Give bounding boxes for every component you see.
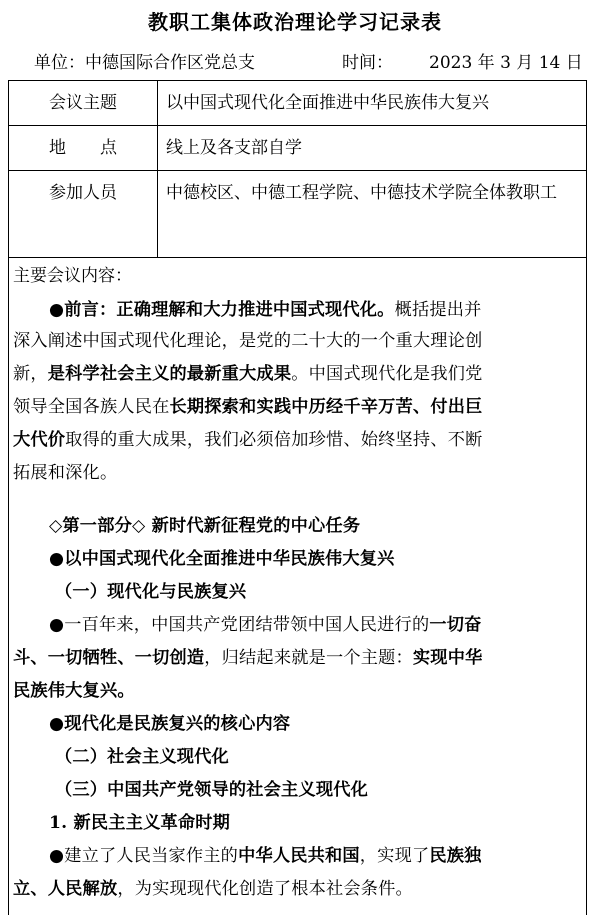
bold-text: 实现中华	[412, 648, 483, 668]
content-line	[55, 742, 229, 767]
meeting-content	[8, 255, 587, 915]
body-text: 领导全国各族人民在	[13, 397, 170, 417]
info-label: 地 点	[9, 126, 158, 171]
body-text: 取得的重大成果，我们必须倍加珍惜、始终坚持、不断	[65, 430, 483, 450]
content-line	[13, 326, 482, 351]
meeting-time	[342, 48, 583, 73]
body-text: 。中国式现代化是我们党	[291, 364, 483, 384]
content-line	[49, 511, 360, 536]
body-text: 深入阐述中国式现代化理论，是党的二十大的一个重大理论创	[13, 331, 483, 351]
body-text: ●一百年来，中国共产党团结带领中国人民进行的	[49, 615, 430, 635]
body-text: ，归结起来就是一个主题：	[204, 648, 413, 668]
body-text: 拓展和深化。	[13, 463, 118, 483]
body-text: ，实现了	[359, 846, 430, 866]
body-text: 概括提出并	[394, 300, 482, 320]
bold-text: （三）中国共产党领导的社会主义现代化	[55, 780, 368, 800]
page-title: 教职工集体政治理论学习记录表	[148, 10, 442, 34]
unit-label: 单位：中德国际合作区党总支	[34, 53, 255, 73]
bold-text: ●前言：正确理解和大力推进中国式现代化。	[49, 300, 395, 320]
content-line	[13, 392, 482, 417]
bold-text: 民族伟大复兴。	[13, 681, 135, 701]
info-value: 以中国式现代化全面推进中华民族伟大复兴	[158, 81, 587, 126]
info-label: 参加人员	[9, 171, 158, 258]
content-line	[13, 874, 413, 899]
bold-text: ◇第一部分◇ 新时代新征程党的中心任务	[49, 516, 361, 536]
content-line	[13, 359, 482, 384]
content-line	[49, 709, 290, 734]
info-table	[8, 80, 587, 258]
info-value: 中德校区、中德工程学院、中德技术学院全体教职工	[158, 171, 587, 258]
bold-text: 一切奋	[429, 615, 482, 635]
content-line	[55, 775, 368, 800]
content-line	[13, 643, 482, 668]
bold-text: 立、人民解放	[13, 879, 118, 899]
body-text: ●建立了人民当家作主的	[49, 846, 239, 866]
bold-text: （二）社会主义现代化	[55, 747, 229, 767]
info-label: 会议主题	[9, 81, 158, 126]
body-text: ，为实现现代化创造了根本社会条件。	[117, 879, 413, 899]
bold-text: 民族独	[429, 846, 482, 866]
content-line	[49, 808, 230, 833]
bold-text: 大代价	[13, 430, 66, 450]
info-row-participants	[9, 171, 587, 258]
content-line	[49, 544, 395, 569]
info-value: 线上及各支部自学	[158, 126, 587, 171]
content-line	[13, 458, 117, 483]
bold-text: ●以中国式现代化全面推进中华民族伟大复兴	[49, 549, 395, 569]
bold-text: ●现代化是民族复兴的核心内容	[49, 714, 291, 734]
content-line	[13, 676, 135, 701]
meeting-date: 2023 年 3 月 14 日	[429, 53, 583, 73]
bold-text: 1. 新民主主义革命时期	[49, 813, 231, 833]
body-text: 新，	[13, 364, 48, 384]
bold-text: 斗、一切牺牲、一切创造	[13, 648, 205, 668]
bold-text: 长期探索和实践中历经千辛万苦、付出巨	[169, 397, 483, 417]
content-line	[13, 425, 482, 450]
bold-text: （一）现代化与民族复兴	[55, 582, 247, 602]
content-line	[55, 577, 246, 602]
bold-text: 中华人民共和国	[238, 846, 360, 866]
content-line	[49, 295, 482, 320]
bold-text: 是科学社会主义的最新重大成果	[47, 364, 292, 384]
time-label: 时间：	[342, 53, 393, 73]
content-heading: 主要会议内容：	[13, 266, 132, 286]
content-line	[49, 610, 482, 635]
content-line	[49, 841, 482, 866]
